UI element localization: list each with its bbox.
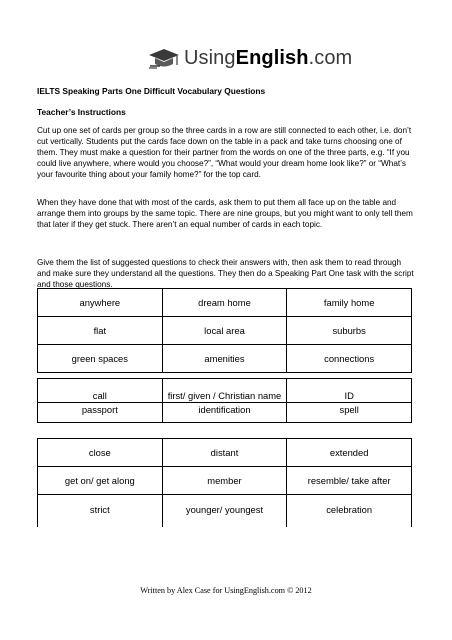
card-cell: call [38,379,163,403]
card-row [38,345,412,373]
card-row [38,495,412,527]
card-row [38,439,412,467]
card-cell: suburbs [287,317,412,345]
card-cell: resemble/ take after [287,467,412,495]
card-cell: celebration [287,495,412,527]
logo-text: UsingEnglish.com [184,46,353,69]
card-cell: flat [38,317,163,345]
card-cell: extended [287,439,412,467]
section-title: Teacher’s Instructions [37,107,126,117]
card-row [38,467,412,495]
card-cell: younger/ youngest [162,495,287,527]
vocabulary-card-table [37,288,412,373]
card-cell: green spaces [38,345,163,373]
vocabulary-card-table [37,378,412,423]
card-cell: connections [287,345,412,373]
card-cell: ID [287,379,412,403]
card-cell: member [162,467,287,495]
card-row [38,289,412,317]
instructions-paragraph: Give them the list of suggested questions to check their answers with, then ask them to read through and make sure they understand all the questions. They then do a Speaking Part One task with the script and those questions. [37,258,414,289]
card-row [38,403,412,423]
card-cell: get on/ get along [38,467,163,495]
card-cell: family home [287,289,412,317]
card-cell: local area [162,317,287,345]
card-cell: distant [162,439,287,467]
card-row [38,379,412,403]
card-cell: spell [287,403,412,423]
card-cell: amenities [162,345,287,373]
instructions-paragraph: Cut up one set of cards per group so the three cards in a row are still connected to each other, i.e. don’t cut vertically. Students put the cards face down on the table in a pack and take turns choosing one of them. They must make a question for their partner from the words on one of the three parts, e.g. “If you could live anywhere, where would you choose?”, “What would your dream home look like?” or “What’s your favourite thing about your family home?” for the top card. [37,126,412,179]
card-cell: first/ given / Christian name [162,379,287,403]
card-cell: dream home [162,289,287,317]
graduation-cap-icon [148,46,180,70]
site-logo [148,44,352,72]
vocabulary-card-table [37,438,412,527]
card-row [38,317,412,345]
instructions-paragraph: When they have done that with most of the cards, ask them to put them all face up on the table and arrange them into groups by the same topic. There are nine groups, but you might want to only tell them that later if they get stuck. There aren’t an equal number of cards in each topic. [37,198,413,229]
card-cell: identification [162,403,287,423]
card-cell: strict [38,495,163,527]
card-cell: close [38,439,163,467]
card-cell: anywhere [38,289,163,317]
card-cell: passport [38,403,163,423]
document-title: IELTS Speaking Parts One Difficult Vocabulary Questions [37,86,266,96]
footer-credit: Written by Alex Case for UsingEnglish.com © 2012 [140,586,312,595]
